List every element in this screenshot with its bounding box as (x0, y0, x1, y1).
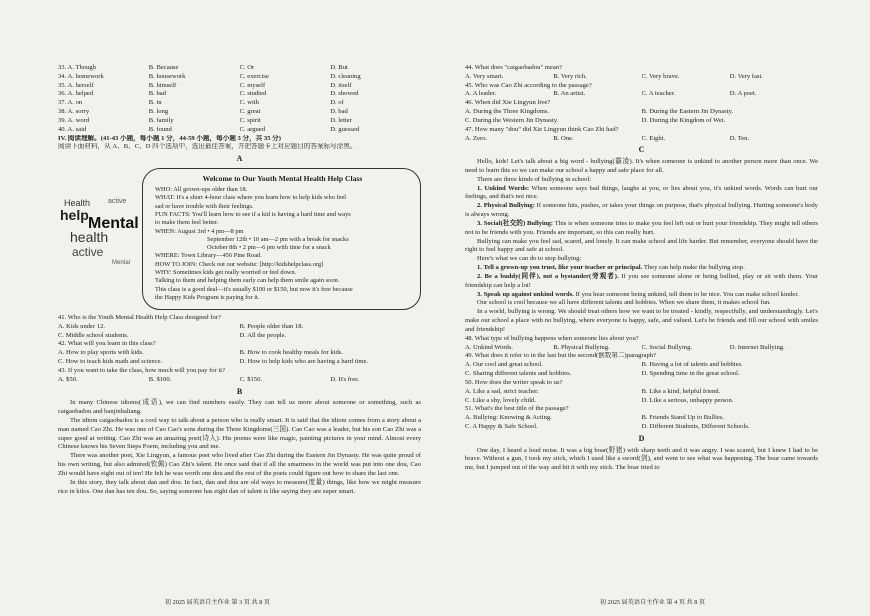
answer-option: C. Social Bullying. (641, 343, 693, 351)
answer-option: C. Very brave. (641, 72, 680, 80)
question-42-options (58, 349, 421, 367)
notice-line: WHO: All grown-ups older than 18. (155, 185, 248, 193)
cloze-option-row (58, 82, 421, 91)
passage-paragraph (465, 185, 818, 203)
option-choice: C. exercise (239, 72, 269, 80)
paragraph-text: Hello, kids! Let's talk about a big word - bullying(霸凌). It's when someone is unkind to another person more than once. We need to learn this so we can make our school a happy and safe place for all. (465, 158, 818, 174)
passage-paragraph (465, 202, 818, 220)
question-48: 48. What type of bullying happens when someone lies about you? (465, 334, 639, 342)
notice-line: WHEN: August 3rd • 4 pm—8 pm (155, 227, 244, 235)
question-44: 44. What does "caigaobadou" mean? (465, 64, 562, 71)
cloud-word: Mental (112, 260, 131, 266)
answer-option: C. Eight. (641, 134, 666, 142)
answer-option: D. Like a serious, unhappy person. (641, 396, 734, 404)
question-42: 42. What will you learn in this class? (58, 340, 156, 348)
passage-paragraph: The idiom caigaobadou is a cool way to talk about a person who is really smart. It is said that the idiom comes from a story about a man named Cao Zhi. He was one of Cao Cao's sons during the Three Kingdoms(三国). Cao Cao was a leader, but his son Cao Zhi was a super good at writing. Cao Zhi was an amazing poet(诗人). His poems were like magic, painting pictures in your mind. Almost every Chinese knows his Seven Steps Poem, including you and me. (58, 417, 421, 451)
option-choice: C. studied (239, 90, 267, 98)
option-choice: C. Or (239, 64, 255, 71)
option-choice: D. bad (330, 108, 348, 116)
passage-paragraph (465, 291, 818, 300)
answer-option: D. A poet. (729, 90, 757, 98)
answer-option: B. Very rich. (553, 72, 587, 80)
paragraph-text: Here's what we can do to stop bullying: (477, 255, 582, 263)
answer-option: D. Spending time in the great school. (641, 370, 740, 378)
option-choice: C. with (239, 99, 259, 107)
question-41-options (58, 323, 421, 341)
answer-option: B. How to cook healthy meals for kids. (239, 349, 343, 357)
cloud-word: health (70, 229, 109, 245)
cloze-option-row (58, 64, 421, 73)
notice-line: the Happy Kids Program is paying for it. (155, 294, 260, 302)
question-48-options (465, 344, 818, 353)
passage-paragraph: In many Chinese idioms(成语), we can find numbers easily. They can tell us more about someone or something, such as caigaobadou and banjinbaliang. (58, 399, 421, 416)
option-choice: 36. A. helped (58, 90, 94, 98)
notice-line: This class is a good deal—it's usually $100 or $150, but now it's free because (155, 285, 353, 293)
passage-paragraph (465, 176, 818, 185)
answer-option: C. Middle school students. (58, 331, 129, 339)
cloze-option-row (58, 126, 421, 135)
notice-line: WHAT: It's a short 4-hour class where you learn how to help kids who feel (155, 194, 347, 202)
option-choice: 33. A. Though (58, 64, 96, 71)
answer-option: D. During the Kingdom of Wei. (641, 116, 726, 124)
question-47: 47. How many "dou" did Xie Lingyun think Cao Zhi had? (465, 125, 619, 133)
answer-option: D. Very fast. (729, 72, 763, 80)
answer-option: C. A Happy & Safe School. (465, 423, 538, 431)
question-46-options (465, 108, 818, 126)
option-choice: B. family (148, 116, 174, 124)
question-41: 41. Who is the Youth Mental Health Help Class designed for? (58, 314, 221, 321)
option-choice: D. cleaning (330, 72, 361, 80)
option-choice: B. long (148, 108, 169, 116)
answer-option: A. Very smart. (465, 72, 504, 80)
passage-paragraph (465, 220, 818, 238)
answer-option: A. How to play sports with kids. (58, 349, 144, 357)
question-51: 51. What's the best title of the passage? (465, 405, 569, 413)
notice-line: WHERE: Town Library—456 Pine Road. (155, 252, 262, 260)
option-choice: 40. A. said (58, 125, 87, 133)
left-footer: 初 2025 届英语自主作业 第 3 页 共 8 页 (164, 599, 271, 606)
notice-title: Welcome to Our Youth Mental Health Help Class (202, 174, 363, 183)
paragraph-text: If you hear someone being unkind, tell them to be nice. You can make school kinder. (573, 290, 799, 298)
passage-paragraph (465, 299, 818, 308)
passage-paragraph (465, 273, 818, 291)
passage-b-label: B (236, 386, 243, 396)
notice-line: to make them feel better. (155, 219, 219, 227)
question-45: 45. Who was Cao Zhi according to the passage? (465, 81, 592, 89)
bold-lead: 1. Tell a grown-up you trust, like your teacher or principal. (477, 264, 643, 272)
answer-option: A. Zero. (465, 134, 488, 142)
bold-lead: 2. Be a buddy(同伴), not a bystander(旁观者). (477, 272, 619, 280)
cloze-option-row (58, 117, 421, 126)
cloze-option-row (58, 90, 421, 99)
answer-option: C. A teacher. (641, 90, 676, 98)
bold-lead: 1. Unkind Words: (477, 184, 530, 192)
option-choice: B. bad (148, 90, 166, 98)
bold-lead: 2. Physical Bullying: (477, 202, 535, 210)
option-choice: D. guessed (330, 125, 360, 133)
passage-paragraph: There was another poet, Xie Lingyun, a famous poet who lived after Cao Zhi during the Eastern Jin Dynasty. He was quite proud of his own writing, but also admired(钦佩) Cao Zhi's talent. He once said that if all the smartness in the world was put into one dou, Cao Zhi would have eight out of ten! He felt he was worth one dou and the rest of the poets could figure out how to share the last one. (58, 452, 421, 477)
answer-option: D. Ten. (729, 134, 750, 142)
answer-option: D. All the people. (239, 331, 287, 339)
answer-option: B. Having a lot of talents and hobbies. (641, 361, 743, 369)
answer-option: A. During the Three Kingdoms. (465, 108, 550, 116)
right-footer: 初 2025 届英语自主作业 第 4 页 共 8 页 (599, 599, 706, 606)
poster (58, 168, 421, 310)
question-47-options (465, 135, 818, 144)
option-choice: B. housework (148, 72, 186, 80)
answer-option: D. How to help kids who are having a hard time. (239, 358, 369, 366)
option-choice: 39. A. word (58, 116, 90, 124)
answer-option: A. Kids under 12. (58, 322, 106, 330)
question-50-options (465, 388, 818, 406)
option-choice: 35. A. herself (58, 81, 94, 89)
passage-c (465, 158, 818, 335)
paragraph-text: When someone says bad things, laughs at you, or lies about you, it's unkind words. Words can hurt our feelings, and that's not nice. (465, 184, 818, 201)
right-page (435, 0, 870, 616)
notice-line: FUN FACTS: You'll learn how to see if a kid is having a hard time and ways (155, 210, 351, 218)
option-choice: B. himself (148, 81, 177, 89)
right-column (465, 64, 818, 473)
answer-option: D. It's free. (330, 375, 360, 383)
passage-a-label: A (236, 154, 243, 164)
answer-option: B. During the Eastern Jin Dynasty. (641, 108, 734, 116)
passage-d: One day, I heard a loud noise. It was a big boar(野猪) with sharp teeth and it was angry. I was scared, but I knew I had to be brave. Without a gun, I took my stick, which I used like a sword(剑), and went to see what was happening. The boar came towards me, but I jumped out of the way and hit it with my stick. The boar tried to (465, 446, 818, 472)
option-choice: D. of (330, 99, 344, 107)
answer-option: B. One. (553, 134, 574, 142)
cloze-option-row (58, 99, 421, 108)
answer-option: A. A leader. (465, 90, 497, 98)
mental-health-word-cloud-image (58, 194, 146, 268)
option-choice: 34. A. homework (58, 72, 104, 80)
answer-option: A. Unkind Words. (465, 343, 514, 351)
answer-option: B. An artist. (553, 90, 586, 98)
notice-line: sad or have trouble with their feelings. (155, 202, 254, 210)
notice-line: September 12th • 10 am—2 pm with a break for snacks (207, 235, 349, 243)
answer-option: D. Different Students, Different Schools. (641, 423, 750, 431)
answer-option: C. During the Western Jin Dynasty. (465, 116, 559, 124)
option-choice: D. But (330, 64, 348, 71)
answer-option: C. Sharing different talents and hobbies. (465, 370, 572, 378)
notice-line: October 8th • 2 pm—6 pm with time for a snack (207, 244, 331, 252)
question-45-options (465, 90, 818, 99)
passage-d-label: D (638, 433, 645, 443)
option-choice: B. found (148, 125, 172, 133)
answer-option: B. Friends Stand Up to Bullies. (641, 414, 725, 422)
option-choice: C. spirit (239, 116, 261, 124)
paragraph-text: Our school is cool because we all have different talents and hobbies. When we share them, it makes school fun. (477, 299, 771, 307)
option-choice: 38. A. sorry (58, 108, 90, 116)
paragraph-text: In a world, bullying is wrong. We should treat others how we want to be treated - kindly, respectfully, and understandingly. Let's make our school a place with no bullying, where everyone is happy, safe, and valued. Let's be friends and fill our school with smiles and friendship! (465, 308, 818, 333)
paragraph-text: If you see someone alone or being bullied, play or sit with them. Your friendship can help a lot! (465, 272, 818, 289)
option-choice: D. itself (330, 81, 352, 89)
answer-option: B. Like a kind, helpful friend. (641, 387, 721, 395)
question-46: 46. When did Xie Lingyun live? (465, 99, 551, 107)
question-49: 49. What does it refer to in the last but the second(倒数第二)paragraph? (465, 352, 657, 360)
option-choice: 37. A. on (58, 99, 83, 107)
paragraph-text: They can help make the bullying stop. (642, 264, 745, 272)
passage-b (58, 399, 421, 496)
option-choice: B. in (148, 99, 162, 107)
answer-option: A. Our cool and great school. (465, 361, 543, 369)
answer-option: B. People older than 18. (239, 322, 304, 330)
cloze-options (58, 64, 421, 135)
question-49-options (465, 361, 818, 379)
cloud-word: help (60, 207, 89, 223)
answer-option: A. $50. (58, 375, 78, 383)
paragraph-text: There are three kinds of bullying in school: (477, 175, 592, 183)
bold-lead: 3. Social(社交的) Bullying: (477, 219, 553, 227)
question-50: 50. How does the writer speak to us? (465, 378, 563, 386)
answer-option: A. Bullying: Knowing & Acting. (465, 414, 552, 422)
passage-paragraph (465, 158, 818, 176)
answer-option: C. $150. (239, 375, 263, 383)
question-51-options (465, 414, 818, 432)
passage-paragraph (465, 238, 818, 256)
answer-option: D. Internet Bullying. (729, 343, 785, 351)
answer-option: B. Physical Bullying. (553, 343, 610, 351)
answer-option: C. Like a shy, lovely child. (465, 396, 536, 404)
paragraph-text: Bullying can make you feel sad, scared, and lonely. It can make school and life harder. But remember, everyone should have the right to feel happy and safe at school. (465, 237, 818, 254)
answer-option: C. How to teach kids math and science. (58, 358, 163, 366)
answer-option: B. $100. (148, 375, 172, 383)
cloud-word: Mental (88, 215, 139, 232)
cloud-word: Health (64, 198, 91, 208)
option-choice: D. letter (330, 116, 352, 124)
passage-paragraph (465, 308, 818, 334)
question-43-options (58, 376, 421, 385)
cloze-option-row (58, 73, 421, 82)
paragraph-text: This is when someone tries to make you feel left out or hurt your friendship. They might tell others not to be friends with you. Friends are important, so this can really hurt. (465, 219, 818, 236)
notice-line: WHY: Sometimes kids get really worried or feel down. (155, 269, 297, 277)
question-44-options (465, 73, 818, 82)
bold-lead: 3. Speak up against unkind words. (477, 290, 574, 298)
left-column (58, 64, 421, 496)
section-instruction: 阅读下面材料，从 A、B、C、D 四个选项中，选出最佳答案，并把答题卡上对应题目的答案标号涂黑。 (58, 143, 357, 151)
cloze-option-row (58, 108, 421, 117)
question-43: 43. If you want to take the class, how much will you pay for it? (58, 366, 226, 374)
answer-option: A. Like a sad, strict teacher. (465, 387, 539, 395)
passage-c-label: C (638, 145, 645, 155)
section-heading: IV. 阅读理解。(41-43 小题，每小题 1 分，44-59 小题，每小题 3 分，共 35 分) (58, 134, 281, 142)
passage-paragraph (465, 264, 818, 273)
paragraph-text: If someone hits, pushes, or takes your things on purpose, that's physical bullying. Hurting someone's body is always wrong. (465, 202, 818, 219)
option-choice: C. great (239, 108, 261, 116)
passage-paragraph: In this story, they talk about dan and dou. In fact, dan and dou are old ways to measure(度量) things, like how we might measure rice in kilos. One dan has ten dou. So, saying someone has eight dan of talent is like saying they are super smart. (58, 478, 421, 495)
notice-line: Talking to them and helping them early can help them smile again soon. (155, 277, 340, 285)
passage-paragraph (465, 255, 818, 264)
option-choice: D. showed (330, 90, 359, 98)
cloud-word: active (108, 198, 127, 205)
option-choice: C. argued (239, 125, 266, 133)
option-choice: B. Because (148, 64, 179, 71)
class-notice (142, 168, 421, 310)
cloud-word: active (72, 245, 104, 259)
option-choice: C. myself (239, 81, 266, 89)
notice-line: HOW TO JOIN: Check out our website: [http://kidshelpclass.org] (155, 260, 324, 268)
